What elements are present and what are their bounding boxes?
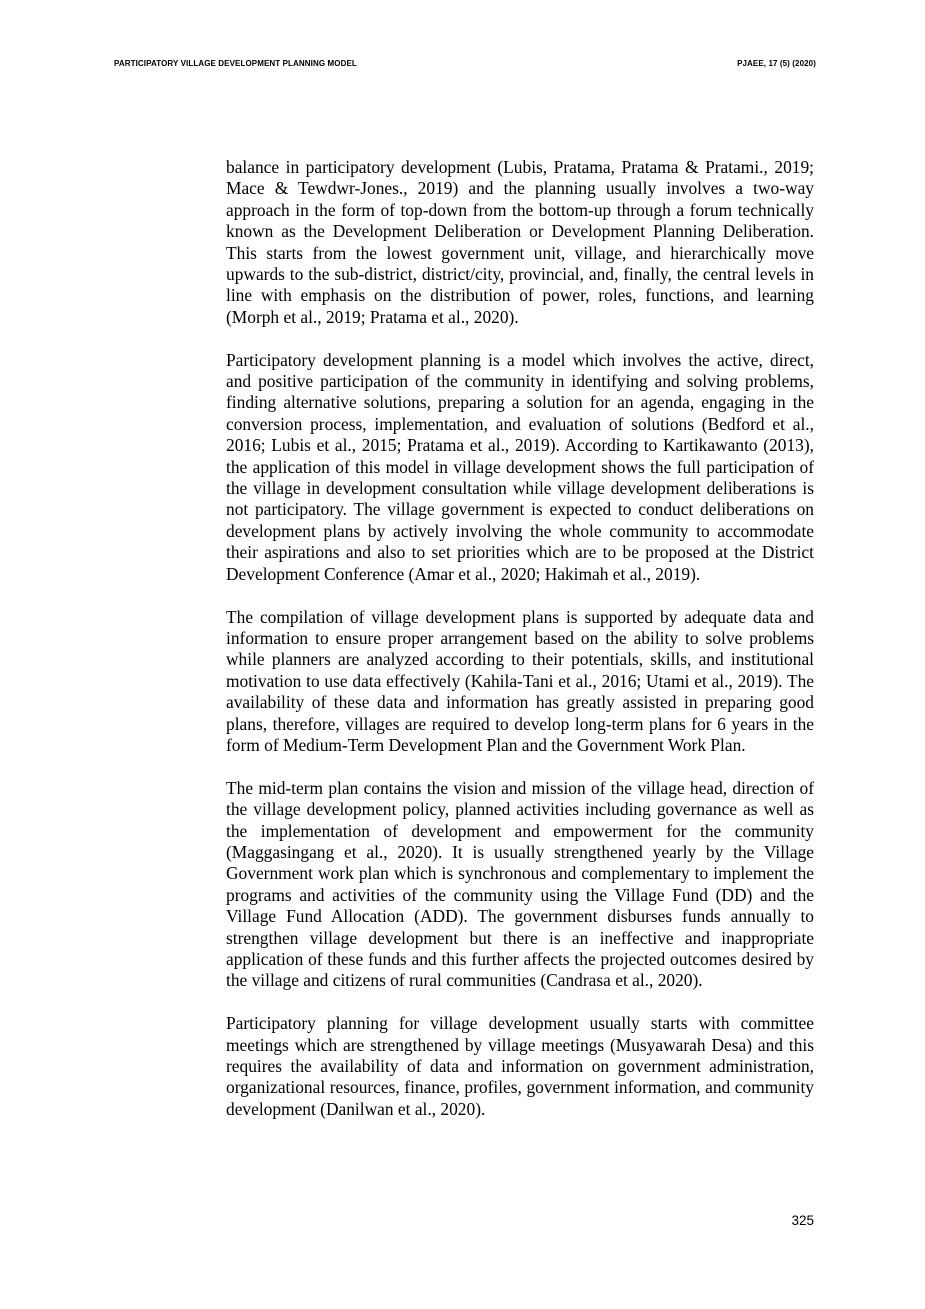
header-title: PARTICIPATORY VILLAGE DEVELOPMENT PLANNING MODEL: [114, 58, 357, 68]
running-header: [114, 56, 816, 70]
paragraph-5: Participatory planning for village development usually starts with committee meetings which are strengthened by village meetings (Musyawarah Desa) and this requires the availability of data and information on government administration, organizational resources, finance, profiles, government information, and community development (Danilwan et al., 2020).: [226, 1013, 814, 1119]
paragraph-2: Participatory development planning is a model which involves the active, direct, and positive participation of the community in identifying and solving problems, finding alternative solutions, preparing a solution for an agenda, engaging in the conversion process, implementation, and evaluation of solutions (Bedford et al., 2016; Lubis et al., 2015; Pratama et al., 2019). According to Kartikawanto (2013), the application of this model in village development shows the full participation of the village in development consultation while village development deliberations is not participatory. The village government is expected to conduct deliberations on development plans by actively involving the whole community to accommodate their aspirations and also to set priorities which are to be proposed at the District Development Conference (Amar et al., 2020; Hakimah et al., 2019).: [226, 349, 814, 584]
paragraph-1: balance in participatory development (Lubis, Pratama, Pratama & Pratami., 2019; Mace & Tewdwr-Jones., 2019) and the planning usually involves a two-way approach in the form of top-down from the bottom-up through a forum technically known as the Development Deliberation or Development Planning Deliberation. This starts from the lowest government unit, village, and hierarchically move upwards to the sub-district, district/city, provincial, and, finally, the central levels in line with emphasis on the distribution of power, roles, functions, and learning (Morph et al., 2019; Pratama et al., 2020).: [226, 157, 814, 327]
paragraph-4: The mid-term plan contains the vision and mission of the village head, direction of the village development policy, planned activities including governance as well as the implementation of development and empowerment for the community (Maggasingang et al., 2020). It is usually strengthened yearly by the Village Government work plan which is synchronous and complementary to implement the programs and activities of the community using the Village Fund (DD) and the Village Fund Allocation (ADD). The government disburses funds annually to strengthen village development but there is an ineffective and inappropriate application of these funds and this further affects the projected outcomes desired by the village and citizens of rural communities (Candrasa et al., 2020).: [226, 777, 814, 991]
paragraph-3: The compilation of village development plans is supported by adequate data and information to ensure proper arrangement based on the ability to solve problems while planners are analyzed according to their potentials, skills, and institutional motivation to use data effectively (Kahila-Tani et al., 2016; Utami et al., 2019). The availability of these data and information has greatly assisted in preparing good plans, therefore, villages are required to develop long-term plans for 6 years in the form of Medium-Term Development Plan and the Government Work Plan.: [226, 606, 814, 755]
page-number: 325: [791, 1213, 814, 1228]
body-text: [226, 157, 814, 1142]
header-journal-ref: PJAEE, 17 (5) (2020): [737, 58, 816, 68]
